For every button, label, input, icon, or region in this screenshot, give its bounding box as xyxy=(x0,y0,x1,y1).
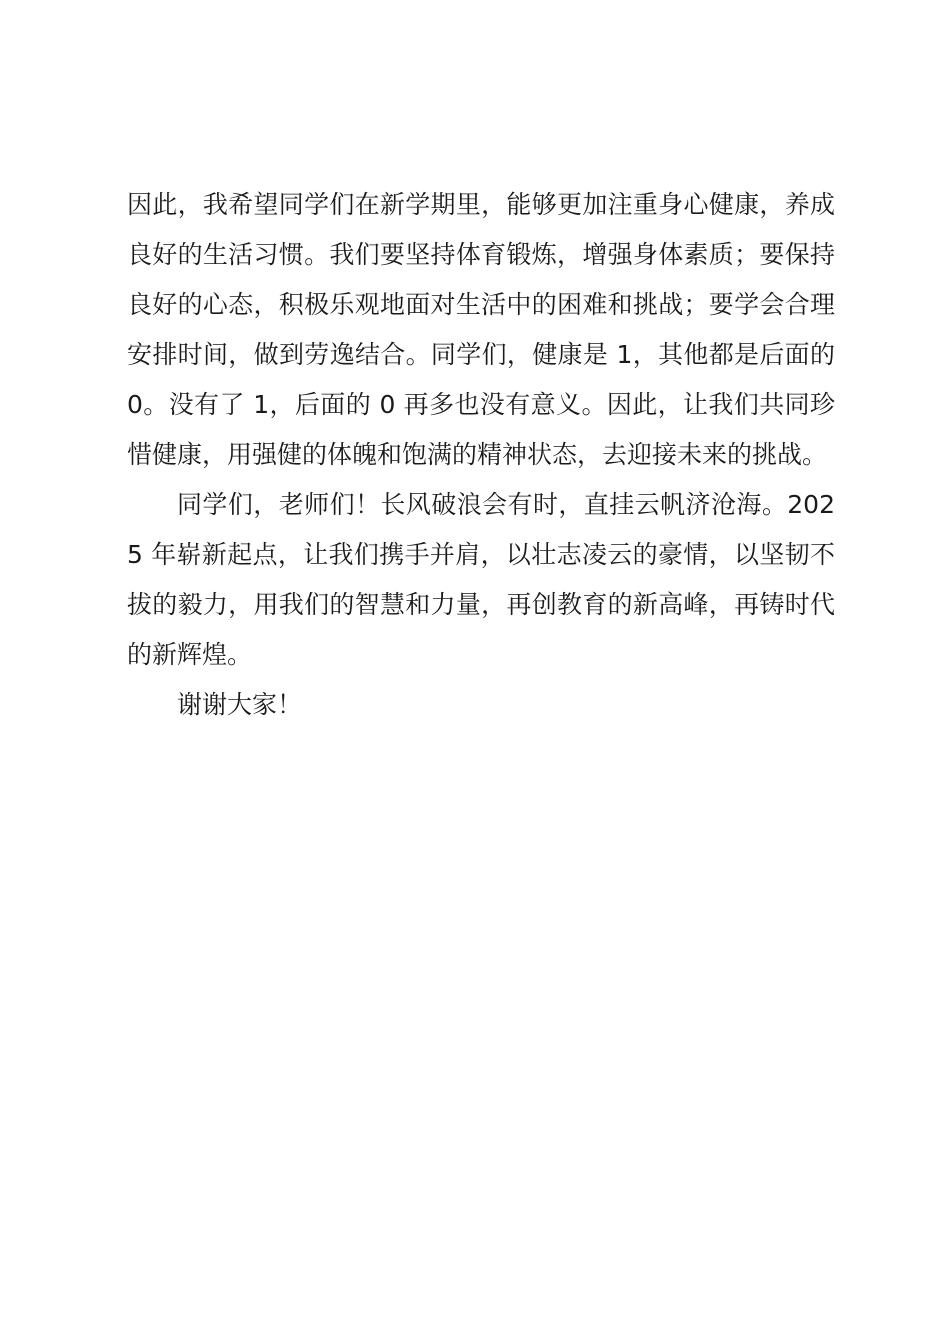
paragraph-closing: 同学们，老师们！长风破浪会有时，直挂云帆济沧海。2025 年崭新起点，让我们携手并肩，以壮志凌云的豪情，以坚韧不拔的毅力，用我们的智慧和力量，再创教育的新高峰，再铸时代的新辉煌。 xyxy=(127,490,835,669)
document-body xyxy=(127,180,835,730)
paragraph-health: 因此，我希望同学们在新学期里，能够更加注重身心健康，养成良好的生活习惯。我们要坚持体育锻炼，增强身体素质；要保持良好的心态，积极乐观地面对生活中的困难和挑战；要学会合理安排时间，做到劳逸结合。同学们，健康是 1，其他都是后面的 0。没有了 1，后面的 0 再多也没有意义。因此，让我们共同珍惜健康，用强健的体魄和饱满的精神状态，去迎接未来的挑战。 xyxy=(127,190,835,469)
paragraph-thanks: 谢谢大家！ xyxy=(177,690,303,719)
